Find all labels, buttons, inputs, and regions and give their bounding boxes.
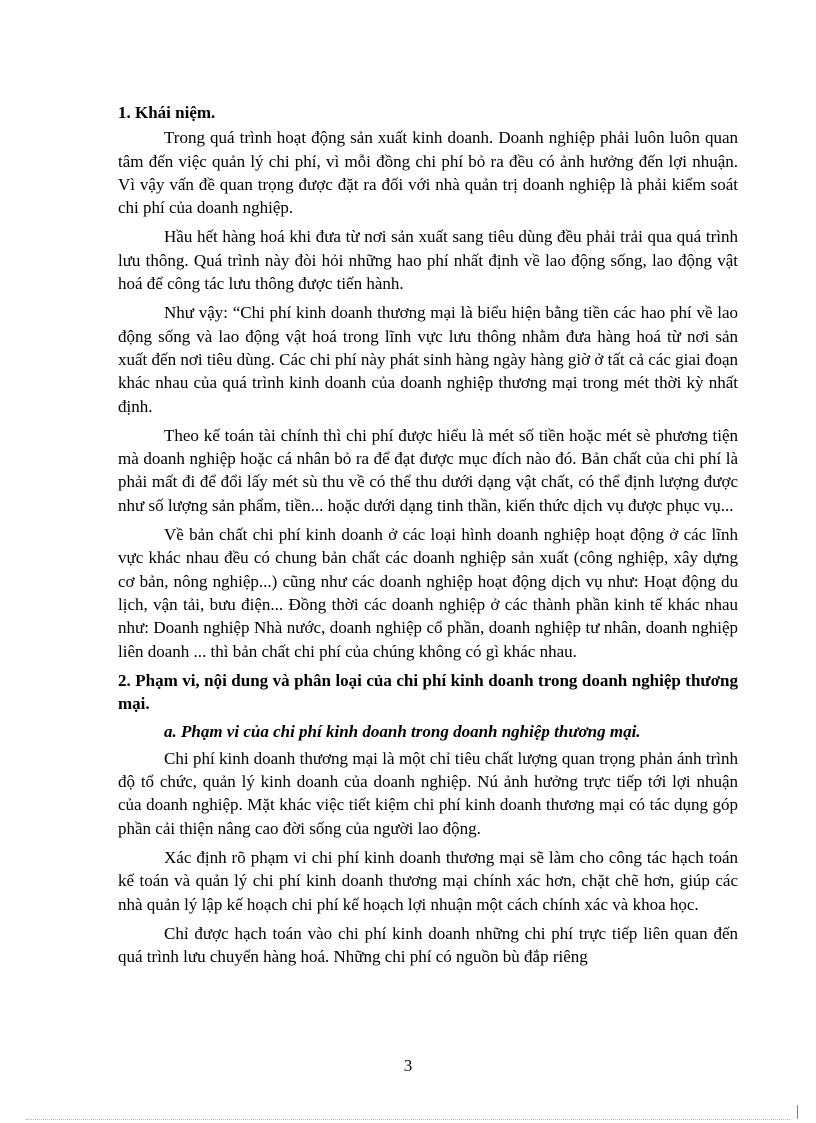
section-2-paragraph-3: Chỉ được hạch toán vào chi phí kinh doanh những chi phí trực tiếp liên quan đến quá trình lưu chuyển hàng hoá. Những chi phí có nguồn bù đắp riêng <box>118 923 738 967</box>
page-bottom-divider <box>26 1119 790 1120</box>
section-1-paragraph-5: Về bản chất chi phí kinh doanh ở các loại hình doanh nghiệp hoạt động ở các lĩnh vực khác nhau đều có chung bản chất các doanh nghiệp sản xuất (công nghiệp, xây dựng cơ bản, nông nghiệp...) cũng như các doanh nghiệp hoạt động dịch vụ như: Hoạt động du lịch, vận tải, bưu điện... Đồng thời các doanh nghiệp ở các thành phần kinh tế khác nhau như: Doanh nghiệp Nhà nước, doanh nghiệp cổ phần, doanh nghiệp tư nhân, doanh nghiệp liên doanh ... thì bản chất chi phí của chúng không có gì khác nhau. <box>118 525 738 661</box>
section-2-paragraph-2: Xác định rõ phạm vi chi phí kinh doanh thương mại sẽ làm cho công tác hạch toán kế toán và quản lý chi phí kinh doanh thương mại chính xác hơn, chặt chẽ hơn, giúp các nhà quản lý lập kế hoạch chi phí kế hoạch lợi nhuận một cách chính xác và khoa học. <box>118 847 738 914</box>
section-1-heading: 1. Khái niệm. <box>118 103 216 122</box>
page-number: 3 <box>403 1056 413 1075</box>
section-1-paragraph-1: Trong quá trình hoạt động sản xuất kinh doanh. Doanh nghiệp phải luôn luôn quan tâm đến việc quản lý chi phí, vì mỗi đồng chi phí bỏ ra đều có ảnh hưởng đến lợi nhuận. Vì vậy vấn đề quan trọng được đặt ra đối với nhà quản trị doanh nghiệp là phải kiểm soát chi phí của doanh nghiệp. <box>118 128 738 218</box>
page-corner-mark <box>797 1105 804 1119</box>
section-1-paragraph-4: Theo kế toán tài chính thì chi phí được hiểu là mét số tiền hoặc mét sè phương tiện mà doanh nghiệp hoặc cá nhân bỏ ra để đạt được mục đích nào đó. Bản chất của chi phí là phải mất đi để đổi lấy mét sù thu về có thể thu dưới dạng vật chất, có thể định lượng được như số lượng sản phẩm, tiền... hoặc dưới dạng tinh thần, kiến thức dịch vụ được phục vụ... <box>118 425 738 515</box>
page-content <box>118 101 738 974</box>
section-2-heading: 2. Phạm vi, nội dung và phân loại của chi phí kinh doanh trong doanh nghiệp thương mại. <box>118 670 738 714</box>
section-2-paragraph-1: Chi phí kinh doanh thương mại là một chỉ tiêu chất lượng quan trọng phản ánh trình độ tổ chức, quản lý kinh doanh của doanh nghiệp. Nú ảnh hưởng trực tiếp tới lợi nhuận của doanh nghiệp. Mặt khác việc tiết kiệm chi phí kinh doanh thương mại có tác dụng góp phần cải thiện nâng cao đời sống của người lao động. <box>118 748 738 838</box>
section-1-paragraph-2: Hầu hết hàng hoá khi đưa từ nơi sản xuất sang tiêu dùng đều phải trải qua quá trình lưu thông. Quá trình này đòi hỏi những hao phí nhất định về lao động sống, lao động vật hoá để công tác lưu thông được tiến hành. <box>118 227 738 294</box>
section-1-paragraph-3: Như vậy: “Chi phí kinh doanh thương mại là biểu hiện bằng tiền các hao phí về lao động sống và lao động vật hoá trong lĩnh vực lưu thông nhằm đưa hàng hoá từ nơi sản xuất đến nơi tiêu dùng. Các chi phí này phát sinh hàng ngày hàng giờ ở tất cả các giai đoạn khác nhau của quá trình kinh doanh của doanh nghiệp thương mại trong mét thời kỳ nhất định. <box>118 303 738 416</box>
section-2a-subheading: a. Phạm vi của chi phí kinh doanh trong doanh nghiệp thương mại. <box>164 722 641 742</box>
